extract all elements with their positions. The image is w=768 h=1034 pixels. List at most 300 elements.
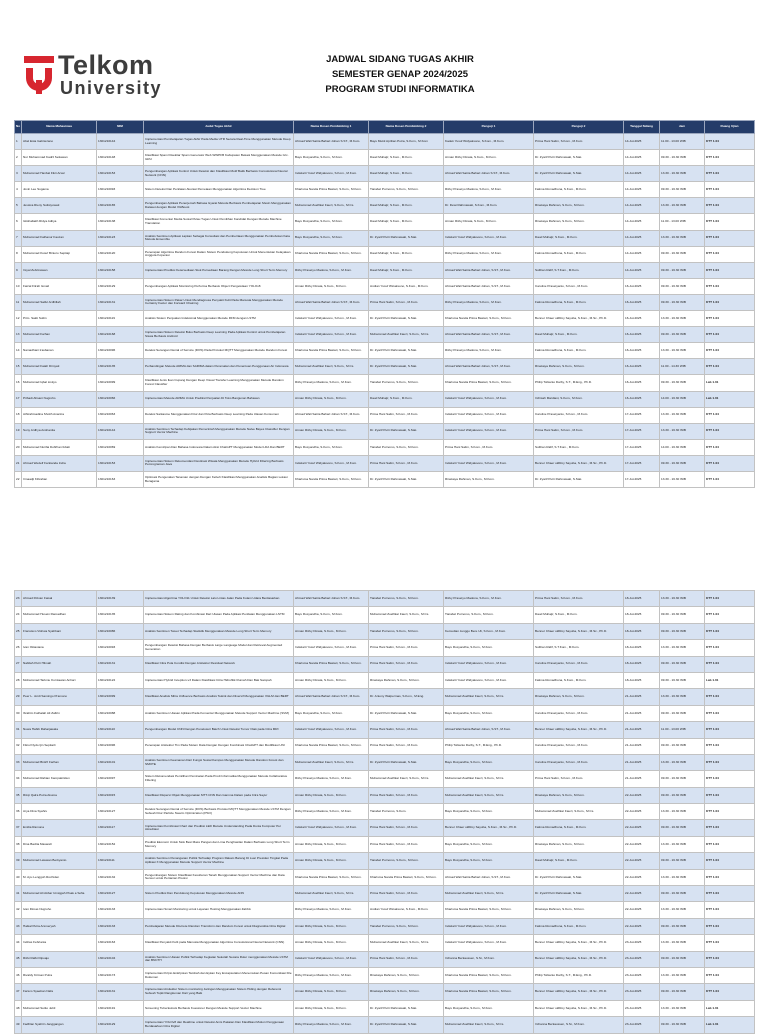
table-row [15, 1000, 755, 1016]
col-room: KTT 1.04 [705, 407, 755, 423]
col-time: 09.30 - 16.30 WIB [660, 738, 705, 754]
col-advisor-2: Daud Muhajir, S.Kom., M.Kom. [369, 166, 444, 182]
col-examiner-1: Rizky Prasetyo Madona, S.Kom., M.Kom. [444, 246, 534, 262]
col-no: 43 [15, 918, 22, 934]
col-thesis-title: Sistem Prediksi Dan Pendukung Keputusan Menggunakan Metode ANN [144, 886, 294, 902]
schedule-table-1 [14, 120, 755, 488]
col-thesis-title: Sistem Deteksi Dan Penilaian Akurasi Pemetaan Menggunakan Algoritma Decision Tree [144, 182, 294, 198]
col-advisor-2: Muhammad Zoelfikar Fauzi, S.Kom., M.Cs. [369, 327, 444, 343]
header-col-advisor-2: Nama Dosen Pembimbing 2 [369, 121, 444, 134]
col-examiner-2: Dr. Zyarif Putri Rahmawati, S.Stat. [534, 150, 624, 166]
col-no: 22 [15, 471, 22, 487]
col-nim: 1301210165 [97, 198, 144, 214]
col-student-name: Rivaldy Kirman Putra [22, 967, 97, 983]
col-examiner-1: Prima Hani Salim, S.Kom., M.Kom. [444, 439, 534, 455]
col-room: KTT 1.04 [705, 214, 755, 230]
col-no: 14 [15, 343, 22, 359]
col-examiner-2: Caroline Prasetyanto, S.Kom., M.Kom. [534, 656, 624, 672]
col-examiner-2: Muhammad Zoelfikar Fauzi, S.Kom., M.Cs. [534, 804, 624, 820]
col-examiner-1: Bayu Rusyandha, S.Kom., M.Kom. [444, 640, 534, 656]
col-no: 11 [15, 294, 22, 310]
col-student-name: Jessica Rieny Sulistyowati [22, 198, 97, 214]
col-time: 09.30 - 16.30 WIB [660, 607, 705, 623]
col-room: KTT 1.04 [705, 623, 755, 639]
col-student-name: Muhammad Sutito Jebil [22, 1000, 97, 1016]
col-thesis-title: Pengembangan Model CNN Dengan Penelusuri Batch Untuk Deteksi Tumor Otak pada Citra MRI [144, 722, 294, 738]
col-nim: 1301210135 [97, 607, 144, 623]
col-advisor-2: Tiarabel Purnomo, S.Kom., M.Kom. [369, 375, 444, 391]
header-col-advisor-1: Nama Dosen Pembimbing 1 [294, 121, 369, 134]
col-date: 22-Jul-2025 [624, 902, 660, 918]
col-time: 09.30 - 16.30 WIB [660, 787, 705, 803]
col-date: 22-Jul-2025 [624, 804, 660, 820]
col-date: 23-Jul-2025 [624, 967, 660, 983]
col-time: 13.30 - 16.30 WIB [660, 591, 705, 607]
col-student-name: Ibrahim Fathalah Ali Zafirin [22, 705, 97, 721]
col-examiner-2: Irchisah Mardiani, S.Kom., M.Kom. [534, 391, 624, 407]
col-date: 22-Jul-2025 [624, 853, 660, 869]
col-nim: 1301210122 [97, 672, 144, 688]
col-examiner-2: Fatima Romadhona, S.Kom., M.Kom. [534, 672, 624, 688]
col-advisor-2: Dr. Zyarif Putri Rahmawati, S.Stat. [369, 423, 444, 439]
col-no: 9 [15, 262, 22, 278]
col-room: KTT 1.04 [705, 423, 755, 439]
col-student-name: Haikal Putra Arsmeryah [22, 918, 97, 934]
col-examiner-2: Benner Chaer uldRoy Sayuba, S.Kom., M.Sc., Ph.D. [534, 722, 624, 738]
col-advisor-2: Prima Hani Salim, S.Kom., M.Kom. [369, 294, 444, 310]
col-time: 13.30 - 16.30 WIB [660, 166, 705, 182]
col-advisor-1: Indwiarti Yusuf Widyaksono, S.Kom., M.Kom. [294, 327, 369, 343]
col-examiner-2: Rinekaya Rahman, S.Kom., M.Kom. [534, 902, 624, 918]
col-time: 13.30 - 16.30 WIB [660, 967, 705, 983]
col-examiner-2: Prima Hani Salim, S.Kom., M.Kom [534, 134, 624, 150]
col-date: 22-Jul-2025 [624, 820, 660, 836]
col-nim: 1301210131 [97, 294, 144, 310]
col-advisor-2: Muhammad Zoelfikar Fauzi, S.Kom., M.Cs. [369, 771, 444, 787]
col-nim: 1301210129 [97, 1017, 144, 1033]
col-student-name: Muhammad Kusuf Bintoro Septiaji [22, 246, 97, 262]
col-room: KTT 1.04 [705, 262, 755, 278]
col-room: Lab 1.01 [705, 375, 755, 391]
col-date: 23-Jul-2025 [624, 1017, 660, 1033]
col-advisor-1: Ahmad Wali Satria Bahari Johan S.ST., M.Kom. [294, 134, 369, 150]
col-examiner-2: Caroline Prasetyanto, S.Kom., M.Kom. [534, 754, 624, 770]
col-no: 12 [15, 311, 22, 327]
col-advisor-2: Dr. Zyarif Putri Rahmawati, S.Stat. [369, 230, 444, 246]
col-thesis-title: Klasifikasi Citra Pola Condisi Dengan Arsitektur Residual Network [144, 656, 294, 672]
col-examiner-1: Bayu Rusyandha, S.Kom., M.Kom. [444, 853, 534, 869]
col-examiner-1: Kadek Yusuf Widyaksono, S.Kom., M.Kom. [444, 134, 534, 150]
col-room: KTT 1.04 [705, 902, 755, 918]
col-examiner-1: Ahmad Wali Satria Bahari Johan, S.ST., M.Kom. [444, 262, 534, 278]
col-room: KTT 1.04 [705, 804, 755, 820]
col-nim: 1301210133 [97, 902, 144, 918]
col-examiner-2: Daud Muhajir, S.Kom., M.Kom. [534, 853, 624, 869]
col-examiner-1: Muhammad Zoelfikar Fauzi, S.Kom., M.Cs. [444, 689, 534, 705]
header-col-nim: NIM [97, 121, 144, 134]
col-time: 13.30 - 16.30 WIB [660, 754, 705, 770]
table-row [15, 787, 755, 803]
col-student-name: Ahmad Rizvan Faisal [22, 591, 97, 607]
col-advisor-1: Arman Rizky Dinata, S.Kom., M.Kom. [294, 787, 369, 803]
col-thesis-title: Analisis Kemiripan Dan Bahasa Indonesia Dalam Aksi ChatGPT Menggunakan Model LDA Dan BERT [144, 439, 294, 455]
col-examiner-1: Kharisma Nanda Prima Bastari, S.Kom., M.Kom. [444, 375, 534, 391]
col-thesis-title: Klasifikasi Jenis Ikan Cupang Dengan Deep Visual Transfer Learning Menggunakan Metode Random Forest Classifier [144, 375, 294, 391]
col-date: 22-Jul-2025 [624, 836, 660, 852]
col-advisor-1: Muhammad Zoelfikar Fauzi, S.Kom., M.Cs. [294, 359, 369, 375]
col-examiner-1: Muhammad Zoelfikar Fauzi, S.Kom., M.Cs. [444, 1017, 534, 1033]
col-advisor-1: Rizky Prasetyo Madona, S.Kom., M.Kom. [294, 1017, 369, 1033]
col-thesis-title: Pengembangan Deteksi Bahasa Dengan Berbasis Large Language Model dan Retrieval Augmented Generation [144, 640, 294, 656]
col-nim: 1301210153 [97, 166, 144, 182]
col-nim: 1301210127 [97, 886, 144, 902]
col-advisor-2: Dr. Zyarif Putri Rahmawati, S.Stat. [369, 343, 444, 359]
col-examiner-2: Caroline Prasetyanto, S.Kom., M.Kom. [534, 407, 624, 423]
col-room: KTT 1.04 [705, 886, 755, 902]
col-time: 13.30 - 16.30 WIB [660, 689, 705, 705]
table-row [15, 1017, 755, 1033]
col-thesis-title: Penerapan Arsitektur Tim Pada Sistem Data Dengan Dengan Kombinasi ChatGPT dan Modifikasi UNI [144, 738, 294, 754]
col-advisor-2: Tiarabel Purnomo, S.Kom., M.Kom. [369, 439, 444, 455]
title-line-2: SEMESTER GENAP 2024/2025 [331, 69, 469, 80]
col-examiner-1: Bayu Rusyandha, S.Kom., M.Kom. [444, 836, 534, 852]
col-time: 13.30 - 16.30 WIB [660, 1000, 705, 1016]
col-advisor-2: Prima Hani Salim, S.Kom., M.Kom. [369, 738, 444, 754]
col-thesis-title: Analisis Sentimen Ulasan Aplikasi Pada Komentar Menggunakan Metode Support Vector Machine (SVM) [144, 705, 294, 721]
col-examiner-2: Caroline Prasetyanto, S.Kom., M.Kom. [534, 705, 624, 721]
col-date: 22-Jul-2025 [624, 886, 660, 902]
col-advisor-1: Kharisma Nanda Prima Bastari, S.Kom., M.Kom. [294, 656, 369, 672]
col-advisor-1: Rizky Prasetyo Madona, S.Kom., M.Kom. [294, 262, 369, 278]
col-advisor-2: Bayu Mukti Aprilian Putra, S.Kom., M.Kom [369, 134, 444, 150]
col-thesis-title: Implementasi Arsitektur Sistem monitoring Jaringan Menggunakan Sistem Hiding dengan Referensi Sebuah Topik Rangkuman Dari yang Baik [144, 984, 294, 1000]
col-examiner-2: Daud Muhajir, S.Kom., M.Kom. [534, 607, 624, 623]
table-row [15, 640, 755, 656]
col-advisor-2: Andian Yusuf Wicaksono, S.Kom., M.Kom. [369, 902, 444, 918]
col-time: 09.30 - 16.30 WIB [660, 327, 705, 343]
table-row [15, 150, 755, 166]
col-advisor-2: Dr. Zyarif Putri Rahmawati, S.Stat. [369, 359, 444, 375]
col-no: 41 [15, 886, 22, 902]
col-advisor-1: Rizky Prasetyo Madona, S.Kom., M.Kom. [294, 375, 369, 391]
col-thesis-title: Implementasi Kripto Enkripsian Tambah dan Eykan Key Encapsulation Menemukan Pesan Komunikasi File Dokumen [144, 967, 294, 983]
col-room: KTT 1.04 [705, 771, 755, 787]
col-room: KTT 1.04 [705, 150, 755, 166]
col-date: 17-Jul-2025 [624, 423, 660, 439]
col-no: 13 [15, 327, 22, 343]
col-nim: 1301210135 [97, 359, 144, 375]
col-examiner-1: Bayu Rusyandha, S.Kom., M.Kom. [444, 754, 534, 770]
col-examiner-1: Indwiarti Yusuf Widyaksono, S.Kom., M.Kom. [444, 391, 534, 407]
col-room: KTT 1.04 [705, 984, 755, 1000]
col-room: KTT 1.04 [705, 591, 755, 607]
col-room: KTT 1.04 [705, 754, 755, 770]
col-advisor-1: Rizky Prasetyo Madona, S.Kom., M.Kom. [294, 967, 369, 983]
col-time: 09.30 - 16.30 WIB [660, 705, 705, 721]
col-examiner-1: Tiarabel Purnomo, S.Kom., M.Kom. [444, 607, 534, 623]
col-room: KTT 1.04 [705, 853, 755, 869]
telkom-logo-icon [24, 54, 54, 94]
col-nim: 1301210129 [97, 278, 144, 294]
col-time: 09.30 - 16.30 WIB [660, 375, 705, 391]
col-time: 09.30 - 16.30 WIB [660, 886, 705, 902]
col-examiner-1: Kharisma Nanda Prima Bastari, S.Kom., M.Kom. [444, 984, 534, 1000]
col-time: 13.30 - 16.30 WIB [660, 198, 705, 214]
col-date: 18-Jul-2025 [624, 623, 660, 639]
col-no: 7 [15, 230, 22, 246]
col-time: 13.30 - 16.30 WIB [660, 311, 705, 327]
col-advisor-2: Tiarabel Purnomo, S.Kom., M.Kom. [369, 591, 444, 607]
col-nim: 1301210163 [97, 471, 144, 487]
col-thesis-title: Prediksi Ekonomi Untuk Stok Besi Mass Pangan dan Lima Penghasilan Dalam Berbasis Long Short Term Memory [144, 836, 294, 852]
col-student-name: Muhammad Farhan [22, 327, 97, 343]
table-row [15, 327, 755, 343]
col-advisor-2: Dr. Zyarif Putri Rahmawati, S.Stat. [369, 754, 444, 770]
col-thesis-title: Deteksi Sarkasme Menggunakan Fitur dan Pola Berbasis Deep Learning Pada Ulasan Konsumen [144, 407, 294, 423]
col-advisor-2: Daud Muhajir, S.Kom., M.Kom. [369, 214, 444, 230]
col-date: 17-Jul-2025 [624, 407, 660, 423]
schedule-table-2 [14, 590, 755, 1034]
col-examiner-1: Rizky Prasetyo Madona, S.Kom., M.Kom. [444, 294, 534, 310]
header-col-student-name: Nama Mahasiswa [22, 121, 97, 134]
col-room: KTT 1.04 [705, 182, 755, 198]
col-examiner-1: Indwiarti Yusuf Widyaksono, S.Kom., M.Kom. [444, 407, 534, 423]
col-time: 09.30 - 16.30 WIB [660, 918, 705, 934]
col-time: 13.30 - 16.30 WIB [660, 423, 705, 439]
col-examiner-1: Bayu Rusyandha, S.Kom., M.Kom. [444, 1000, 534, 1016]
col-thesis-title: Analisis Sentimen Ulasan Publik Terhadap Kegiatan Sekolah Secara Ruler menggunakan Metode LSTM dan BNCTH [144, 951, 294, 967]
col-time: 09.30 - 16.30 WIB [660, 623, 705, 639]
col-nim: 1301210152 [97, 836, 144, 852]
col-advisor-1: Arman Rizky Dinata, S.Kom., M.Kom. [294, 278, 369, 294]
table-row [15, 439, 755, 455]
col-no: 31 [15, 722, 22, 738]
col-examiner-2: Benner Chaer uldRoy Sayuba, S.Kom., M.Sc., Ph.D. [534, 935, 624, 951]
telkom-university-logo [18, 50, 188, 100]
col-nim: 1301210063 [97, 407, 144, 423]
col-student-name: Muhammad Fatah Dimyati [22, 359, 97, 375]
col-no: 45 [15, 951, 22, 967]
col-date: 21-Jul-2025 [624, 689, 660, 705]
col-advisor-2: Dr. Antony Walpermas, S.Kom., M.Eng. [369, 689, 444, 705]
col-advisor-1: Arman Rizky Dinata, S.Kom., M.Kom. [294, 623, 369, 639]
col-thesis-title: Implementasi Sistem Rekomendasi Destinasi Wisata Menggunakan Metode Hybrid Filtering Berbasis Pemrograman Java [144, 455, 294, 471]
col-advisor-1: Kharisma Nanda Prima Bastari, S.Kom., M.Kom. [294, 182, 369, 198]
col-student-name: Nur Muhammad Kadril Setiawan [22, 150, 97, 166]
col-advisor-1: Arman Rizky Dinata, S.Kom., M.Kom. [294, 672, 369, 688]
col-thesis-title: Klasifikasi Penyakit Kulit pada Manusia Menggunakan Algoritma Convolutional Neural Network (CNN) [144, 935, 294, 951]
table-row [15, 886, 755, 902]
col-date: 18-Jul-2025 [624, 591, 660, 607]
col-advisor-1: Ahmad Wali Satria Bahari Johan S.ST., M.Kom. [294, 591, 369, 607]
col-examiner-2: Dr. Zyarif Putri Rahmawati, S.Stat. [534, 166, 624, 182]
col-no: 44 [15, 935, 22, 951]
col-date: 21-Jul-2025 [624, 738, 660, 754]
col-room: Lab 1.01 [705, 1017, 755, 1033]
col-examiner-2: Rinekaya Rahman, S.Kom., M.Kom. [534, 214, 624, 230]
col-advisor-1: Bayu Rusyandha, S.Kom., M.Kom. [294, 439, 369, 455]
col-nim: 1301210015 [97, 787, 144, 803]
col-no: 30 [15, 705, 22, 721]
col-no: 36 [15, 804, 22, 820]
col-date: 16-Jul-2025 [624, 278, 660, 294]
col-student-name: Mohammad Tarkmu Kurniawan Anhari [22, 672, 97, 688]
col-thesis-title: Implementasi Kombinasi Chart dan Prediksi LED Metode Understanding Pada Dunia Komputer Per Akreditasi [144, 820, 294, 836]
col-no: 17 [15, 391, 22, 407]
col-advisor-1: Indwiarti Yusuf Widyaksono, S.Kom., M.Kom. [294, 951, 369, 967]
table-row [15, 591, 755, 607]
col-no: 24 [15, 607, 22, 623]
col-advisor-2: Dr. Zyarif Putri Rahmawati, S.Stat. [369, 1017, 444, 1033]
col-examiner-1: Muhammad Zoelfikar Fauzi, S.Kom., M.Cs. [444, 886, 534, 902]
col-nim: 1301210132 [97, 869, 144, 885]
table-row [15, 214, 755, 230]
col-examiner-2: Benner Chaer uldRoy Sayuba, S.Kom., M.Sc., Ph.D. [534, 951, 624, 967]
col-room: KTT 1.04 [705, 951, 755, 967]
col-student-name: Rizki Rafki Dipoajo [22, 951, 97, 967]
col-advisor-1: Ahmad Wali Satria Bahari Johan S.ST., M.Kom. [294, 294, 369, 310]
col-room: KTT 1.04 [705, 294, 755, 310]
col-examiner-2: Fatima Romadhona, S.Kom., M.Kom. [534, 343, 624, 359]
col-no: 40 [15, 869, 22, 885]
col-time: 09.30 - 16.30 WIB [660, 984, 705, 1000]
col-time: 09.30 - 16.30 WIB [660, 150, 705, 166]
col-advisor-1: Ahmad Wali Satria Bahari Johan S.ST., M.Kom. [294, 407, 369, 423]
col-date: 17-Jul-2025 [624, 471, 660, 487]
col-examiner-2: Daud Muhajir, S.Kom., M.Kom. [534, 327, 624, 343]
col-date: 17-Jul-2025 [624, 439, 660, 455]
table-row [15, 984, 755, 1000]
col-nim: 1301210163 [97, 935, 144, 951]
col-student-name: Fadhlan Syahrin Janggangan [22, 1017, 97, 1033]
col-advisor-1: Kharisma Nanda Prima Bastari, S.Kom., M.Kom. [294, 738, 369, 754]
col-nim: 1301210093 [97, 640, 144, 656]
col-advisor-1: Rizky Prasetyo Madona, S.Kom., M.Kom. [294, 771, 369, 787]
col-date: 18-Jul-2025 [624, 656, 660, 672]
col-date: 16-Jul-2025 [624, 294, 660, 310]
col-no: 33 [15, 754, 22, 770]
col-thesis-title: Pengembangan Aplikasi Kontrol Untuk Deteksi dan Klasifikasi Motif Batik Berbasis Convolutional Neural Network (CNN) [144, 166, 294, 182]
col-nim: 1301210093 [97, 182, 144, 198]
col-advisor-1: Kharisma Nanda Prima Bastari, S.Kom., M.Kom. [294, 246, 369, 262]
col-no: 25 [15, 623, 22, 639]
col-examiner-2: Philip Tobianto Darby, S.T., M.Eng., Ph.D. [534, 967, 624, 983]
col-advisor-1: Muhammad Zoelfikar Fauzi, S.Kom., M.Cs. [294, 886, 369, 902]
col-advisor-1: Arman Rizky Dinata, S.Kom., M.Kom. [294, 853, 369, 869]
col-no: 38 [15, 836, 22, 852]
table-row [15, 182, 755, 198]
col-examiner-2: Benner Chaer uldRoy Sayuba, S.Kom., M.Sc., Ph.D. [534, 984, 624, 1000]
col-date: 14-Jul-2025 [624, 166, 660, 182]
col-date: 21-Jul-2025 [624, 754, 660, 770]
col-date: 21-Jul-2025 [624, 722, 660, 738]
col-date: 17-Jul-2025 [624, 455, 660, 471]
table-row [15, 423, 755, 439]
col-nim: 1301210144 [97, 423, 144, 439]
table-row [15, 278, 755, 294]
col-nim: 1301210086 [97, 623, 144, 639]
col-advisor-2: Rinekaya Rahman, S.Kom., M.Kom. [369, 967, 444, 983]
table-row [15, 359, 755, 375]
col-no: 4 [15, 182, 22, 198]
col-student-name: Nuwa Habib Raharjawala [22, 722, 97, 738]
col-no: 2 [15, 150, 22, 166]
col-nim: 1301210104 [97, 951, 144, 967]
header-col-date: Tanggal Sidang [624, 121, 660, 134]
col-no: 46 [15, 967, 22, 983]
col-examiner-2: Dr. Zyarif Putri Rahmawati, S.Stat. [534, 471, 624, 487]
col-date: 16-Jul-2025 [624, 327, 660, 343]
col-time: 13.30 - 16.30 WIB [660, 471, 705, 487]
col-date: 18-Jul-2025 [624, 607, 660, 623]
col-advisor-1: Arman Rizky Dinata, S.Kom., M.Kom. [294, 836, 369, 852]
col-student-name: Muhammad Hanbal Fikri Arsal [22, 166, 97, 182]
col-advisor-2: Tiarabel Purnomo, S.Kom., M.Kom. [369, 918, 444, 934]
col-room: KTT 1.04 [705, 935, 755, 951]
table-row [15, 722, 755, 738]
table-row [15, 230, 755, 246]
col-room: KTT 1.04 [705, 471, 755, 487]
col-thesis-title: Pengembangan Aplikasi Monitoring Performa Berbasis Object Pengelolaan YOLOv8 [144, 278, 294, 294]
col-examiner-2: Caroline Prasetyanto, S.Kom., M.Kom. [534, 738, 624, 754]
col-examiner-1: Kharisma Nanda Prima Bastari, S.Kom., M.Kom. [444, 311, 534, 327]
col-examiner-2: Benner Chaer uldRoy Sayuba, S.Kom., M.Sc., Ph.D. [534, 1000, 624, 1016]
col-thesis-title: Deteksi Serangan Denial of Service (DOS) Berbasis Protokol MQTT Menggunakan Metode LSTM Dengan Sebuah Fitur Particle Swarm Optimization (PSO) [144, 804, 294, 820]
col-time: 11.00 - 13.00 WIB [660, 134, 705, 150]
col-advisor-1: Indwiarti Yusuf Widyaksono, S.Kom., M.Kom. [294, 311, 369, 327]
col-time: 13.30 - 16.30 WIB [660, 902, 705, 918]
col-time: 11.00 - 14.30 WIB [660, 359, 705, 375]
col-room: KTT 1.04 [705, 166, 755, 182]
col-examiner-1: Indwiarti Yusuf Widyaksono, S.Kom., M.Kom. [444, 656, 534, 672]
col-examiner-2: Rinekaya Rahman, S.Kom., M.Kom. [534, 689, 624, 705]
col-no: 34 [15, 771, 22, 787]
col-nim: 1301210153 [97, 455, 144, 471]
col-advisor-2: Kharisma Nanda Prima Bastari, S.Kom., M.Kom. [369, 869, 444, 885]
col-date: 14-Jul-2025 [624, 246, 660, 262]
col-date: 14-Jul-2025 [624, 198, 660, 214]
col-student-name: Arya Dina Syahru [22, 804, 97, 820]
col-advisor-2: Tiarabel Purnomo, S.Kom., M.Kom. [369, 182, 444, 198]
col-advisor-1: Indwiarti Yusuf Widyaksono, S.Kom., M.Kom. [294, 722, 369, 738]
col-thesis-title: Klasifikasi Komentar Media Sosial Pulau Tugas Untuk Pemilihan Kandidat Dengan Metode Machine Translation [144, 214, 294, 230]
col-time: 14.00 - 16.30 WIB [660, 391, 705, 407]
col-nim: 1301210117 [97, 820, 144, 836]
col-advisor-2: Tiarabel Purnomo, S.Kom. [369, 804, 444, 820]
col-no: 39 [15, 853, 22, 869]
col-no: 10 [15, 278, 22, 294]
col-student-name: Ahmad Wedelf Fantianda Indra [22, 455, 97, 471]
col-room: KTT 1.04 [705, 327, 755, 343]
col-no: 5 [15, 198, 22, 214]
col-examiner-2: Irchanna Berkaussen, S.Si., M.Kom. [534, 1017, 624, 1033]
col-date: 22-Jul-2025 [624, 918, 660, 934]
col-advisor-2: Rinekaya Rahman, S.Kom., M.Kom. [369, 672, 444, 688]
col-room: KTT 1.04 [705, 134, 755, 150]
col-student-name: Peer L. Jordi Samingo Pramono [22, 689, 97, 705]
table-row [15, 836, 755, 852]
col-date: 18-Jul-2025 [624, 640, 660, 656]
col-examiner-2: Prima Hani Salim, S.Kom., M.Kom. [534, 771, 624, 787]
col-nim: 1301210127 [97, 804, 144, 820]
col-advisor-1: Arman Rizky Dinata, S.Kom., M.Kom. [294, 423, 369, 439]
col-advisor-2: Tiarabel Purnomo, S.Kom., M.Kom. [369, 623, 444, 639]
col-examiner-2: Philip Tobianto Darby, S.T., M.Eng., Ph.D. [534, 375, 624, 391]
col-room: KTT 1.04 [705, 246, 755, 262]
col-nim: 1301210119 [97, 311, 144, 327]
col-thesis-title: Implementasi Smart Monitoring untuk Layanan Hosting Menggunakan Zabbix [144, 902, 294, 918]
col-room: KTT 1.04 [705, 359, 755, 375]
